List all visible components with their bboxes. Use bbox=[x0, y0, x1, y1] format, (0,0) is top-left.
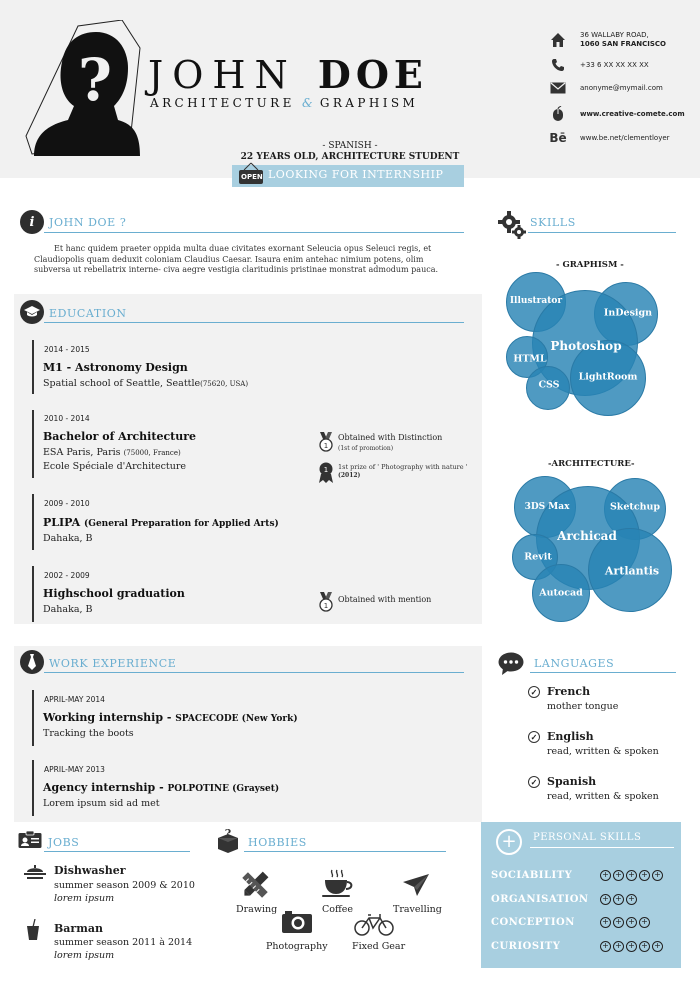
edu-title: Highschool graduation bbox=[43, 587, 185, 600]
bicycle-icon bbox=[354, 912, 394, 940]
skill-label: Revit bbox=[524, 551, 552, 563]
rating-plus-icon: + bbox=[613, 941, 624, 952]
language-name: Spanish bbox=[547, 775, 597, 788]
title-right: GRAPHISM bbox=[319, 96, 419, 110]
languages-divider bbox=[530, 672, 676, 673]
personal-skill-label: CURIOSITY bbox=[491, 941, 561, 952]
drink-icon bbox=[26, 919, 40, 945]
personal-skill-label: ORGANISATION bbox=[491, 894, 589, 905]
work-company: SPACECODE (New York) bbox=[175, 714, 298, 724]
rating-plus-icon: + bbox=[639, 870, 650, 881]
entry-bar bbox=[32, 566, 34, 622]
entry-bar bbox=[32, 410, 34, 478]
paper-plane-icon bbox=[403, 874, 429, 900]
rating-plus-icon: + bbox=[613, 917, 624, 928]
info-icon: i bbox=[20, 210, 44, 234]
rating-plus-icon: + bbox=[626, 870, 637, 881]
job-note: lorem ipsum bbox=[54, 893, 115, 904]
entry-bar bbox=[32, 494, 34, 550]
svg-text:?: ? bbox=[224, 829, 232, 840]
home-icon bbox=[548, 30, 568, 50]
personal-skill-label: SOCIABILITY bbox=[491, 870, 573, 881]
award-sub: (1st of promotion) bbox=[338, 445, 394, 452]
edu-title bbox=[43, 516, 279, 529]
edu-title-detail: (General Preparation for Applied Arts) bbox=[84, 519, 279, 529]
graduation-cap-icon bbox=[20, 300, 44, 324]
skill-label: Sketchup bbox=[609, 501, 661, 513]
about-title: JOHN DOE ? bbox=[49, 216, 127, 229]
award-text: Obtained with mention bbox=[338, 595, 432, 604]
rating-plus-icon: + bbox=[600, 941, 611, 952]
svg-text:?: ? bbox=[78, 46, 112, 114]
language-name: English bbox=[547, 730, 594, 743]
hobby-label: Fixed Gear bbox=[352, 941, 406, 952]
job-note: lorem ipsum bbox=[54, 950, 115, 961]
dishes-icon bbox=[24, 864, 46, 886]
edu-title: Bachelor of Architecture bbox=[43, 430, 197, 443]
about-divider bbox=[44, 232, 464, 233]
rating-plus-icon: + bbox=[613, 894, 624, 905]
language-name: French bbox=[547, 685, 591, 698]
work-role: Agency internship - bbox=[43, 781, 168, 794]
skills-divider bbox=[528, 232, 676, 233]
email-address[interactable]: anonyme@mymail.com bbox=[580, 84, 663, 92]
skill-label: Illustrator bbox=[509, 296, 563, 306]
skills-title: SKILLS bbox=[530, 216, 576, 229]
edu-school bbox=[43, 447, 181, 458]
hobby-label: Drawing bbox=[236, 904, 278, 915]
award-text: Obtained with Distinction bbox=[338, 433, 443, 442]
nationality: - SPANISH - bbox=[322, 141, 378, 151]
speech-bubble-icon bbox=[498, 652, 524, 680]
work-divider bbox=[44, 672, 464, 673]
edu-date: 2009 - 2010 bbox=[44, 499, 90, 508]
camera-icon bbox=[282, 909, 312, 937]
svg-text:1: 1 bbox=[323, 466, 329, 474]
profile-silhouette-icon bbox=[22, 20, 157, 160]
address-line2: 1060 SAN FRANCISCO bbox=[580, 40, 666, 48]
contact-behance bbox=[548, 128, 670, 148]
about-paragraph: Et hanc quidem praeter oppida multa duae civitates exornant Seleucia opus Seleuci regis, et Claudiopolis quam deduxit coloniam Claudius Caesar. Isaura enim antehac nimium potens, olim subversa ut rebellatrix interne- civa aegre vestigia claritudinis pristinae monstrat admodum pauca. bbox=[34, 244, 439, 274]
hobbies-divider bbox=[244, 851, 446, 852]
title-amp: & bbox=[301, 96, 313, 110]
entry-bar bbox=[32, 760, 34, 816]
work-desc: Tracking the boots bbox=[43, 728, 134, 739]
rating-plus-icon: + bbox=[626, 941, 637, 952]
phone-icon bbox=[548, 55, 568, 75]
edu-school bbox=[43, 378, 248, 389]
language-level: read, written & spoken bbox=[547, 791, 659, 802]
award-text: 1st prize of ' Photography with nature ' bbox=[338, 463, 468, 471]
languages-title: LANGUAGES bbox=[534, 657, 615, 670]
edu-title: M1 - Astronomy Design bbox=[43, 361, 188, 374]
personal-skills-divider bbox=[530, 847, 674, 848]
language-level: mother tongue bbox=[547, 701, 619, 712]
rating-plus-icon: + bbox=[626, 917, 637, 928]
age-status: 22 YEARS OLD, ARCHITECTURE STUDENT bbox=[240, 152, 460, 162]
skill-label: Archicad bbox=[557, 529, 617, 543]
edu-date: 2010 - 2014 bbox=[44, 414, 90, 423]
edu-date: 2014 - 2015 bbox=[44, 345, 90, 354]
architecture-heading: -ARCHITECTURE- bbox=[548, 459, 635, 469]
svg-text:1: 1 bbox=[323, 602, 329, 610]
edu-school-name: Spatial school of Seattle, Seattle bbox=[43, 378, 201, 389]
check-icon: ✓ bbox=[528, 686, 540, 698]
education-divider bbox=[44, 322, 464, 323]
edu-school: Dahaka, B bbox=[43, 533, 93, 544]
plus-circle-icon: + bbox=[496, 829, 522, 855]
skill-label: Artlantis bbox=[604, 564, 660, 578]
rating-plus-icon: + bbox=[639, 941, 650, 952]
phone-number[interactable]: +33 6 XX XX XX XX bbox=[580, 61, 649, 69]
medal-icon bbox=[318, 432, 334, 456]
rating-plus-icon: + bbox=[639, 917, 650, 928]
contact-phone bbox=[548, 55, 649, 75]
skill-label: Photoshop bbox=[550, 339, 622, 353]
necktie-icon bbox=[20, 650, 44, 674]
jobs-title: JOBS bbox=[48, 836, 80, 849]
skill-label: Autocad bbox=[539, 587, 583, 599]
mail-icon bbox=[548, 78, 568, 98]
edu-school-location: (75000, France) bbox=[123, 449, 181, 457]
work-title: WORK EXPERIENCE bbox=[49, 657, 177, 670]
full-name bbox=[148, 52, 428, 97]
work-date: APRIL-MAY 2013 bbox=[44, 765, 105, 774]
graphism-heading: - GRAPHISM - bbox=[556, 260, 624, 270]
contact-website bbox=[548, 104, 685, 124]
entry-bar bbox=[32, 340, 34, 394]
skill-label: HTML bbox=[513, 353, 547, 365]
edu-school-location: (75620, USA) bbox=[200, 380, 249, 388]
mouse-icon bbox=[548, 104, 568, 124]
personal-skills-title: PERSONAL SKILLS bbox=[533, 832, 642, 843]
work-desc: Lorem ipsum sid ad met bbox=[43, 798, 160, 809]
rating-plus-icon: + bbox=[613, 870, 624, 881]
first-name: JOHN bbox=[148, 53, 297, 97]
last-name: DOE bbox=[317, 52, 428, 97]
open-sign-label: OPEN bbox=[241, 173, 263, 181]
pencil-ruler-icon bbox=[240, 870, 270, 904]
job-title: Barman bbox=[54, 922, 103, 935]
edu-school-full: Ecole Spéciale d'Architecture bbox=[43, 461, 187, 472]
address-line1: 36 WALLABY ROAD, bbox=[580, 31, 649, 39]
job-period: summer season 2011 à 2014 bbox=[54, 937, 193, 948]
coffee-cup-icon bbox=[322, 868, 354, 902]
hobbies-title: HOBBIES bbox=[248, 836, 307, 849]
title-left: ARCHITECTURE bbox=[150, 96, 295, 110]
jobs-divider bbox=[44, 851, 190, 852]
personal-skill-rating bbox=[600, 894, 637, 905]
edu-title-main: PLIPA bbox=[43, 516, 81, 529]
rating-plus-icon: + bbox=[600, 894, 611, 905]
rating-plus-icon: + bbox=[652, 941, 663, 952]
rating-plus-icon: + bbox=[652, 870, 663, 881]
check-icon: ✓ bbox=[528, 731, 540, 743]
education-title: EDUCATION bbox=[49, 307, 127, 320]
open-sign-icon bbox=[238, 162, 264, 186]
edu-school-name: ESA Paris, Paris bbox=[43, 447, 121, 458]
language-level: read, written & spoken bbox=[547, 746, 659, 757]
id-card-icon bbox=[18, 831, 42, 853]
hobby-label: Travelling bbox=[393, 904, 442, 915]
job-period: summer season 2009 & 2010 bbox=[54, 880, 195, 891]
personal-skill-label: CONCEPTION bbox=[491, 917, 575, 928]
skill-label: LightRoom bbox=[578, 371, 638, 383]
looking-text: LOOKING FOR INTERNSHIP bbox=[268, 168, 444, 181]
professional-title bbox=[150, 96, 418, 110]
work-title-line bbox=[43, 781, 279, 794]
edu-school: Dahaka, B bbox=[43, 604, 93, 615]
skill-label: InDesign bbox=[603, 307, 653, 319]
edu-date: 2002 - 2009 bbox=[44, 571, 90, 580]
work-date: APRIL-MAY 2014 bbox=[44, 695, 105, 704]
entry-bar bbox=[32, 690, 34, 746]
contact-address bbox=[548, 30, 666, 50]
rating-plus-icon: + bbox=[600, 917, 611, 928]
skill-label: CSS bbox=[538, 379, 560, 391]
personal-skill-rating bbox=[600, 870, 663, 881]
behance-link[interactable]: www.be.net/clementloyer bbox=[580, 134, 670, 142]
rating-plus-icon: + bbox=[626, 894, 637, 905]
personal-skill-rating bbox=[600, 917, 650, 928]
award-sub: (2012) bbox=[338, 472, 361, 479]
personal-skill-rating bbox=[600, 941, 663, 952]
gear-icon bbox=[498, 211, 526, 243]
contact-email bbox=[548, 78, 663, 98]
work-title-line bbox=[43, 711, 298, 724]
job-title: Dishwasher bbox=[54, 864, 126, 877]
hobby-label: Photography bbox=[266, 941, 328, 952]
website-link[interactable]: www.creative-comete.com bbox=[580, 110, 685, 118]
work-role: Working internship - bbox=[43, 711, 176, 724]
rating-plus-icon: + bbox=[600, 870, 611, 881]
svg-text:1: 1 bbox=[323, 442, 329, 450]
question-box-icon bbox=[216, 829, 240, 857]
behance-logo: Bē bbox=[549, 131, 567, 145]
work-company: POLPOTINE (Grayset) bbox=[167, 784, 280, 794]
ribbon-icon bbox=[318, 462, 334, 488]
medal-icon bbox=[318, 592, 334, 616]
skill-label: 3DS Max bbox=[524, 502, 570, 512]
hobby-label: Coffee bbox=[322, 904, 353, 915]
check-icon: ✓ bbox=[528, 776, 540, 788]
